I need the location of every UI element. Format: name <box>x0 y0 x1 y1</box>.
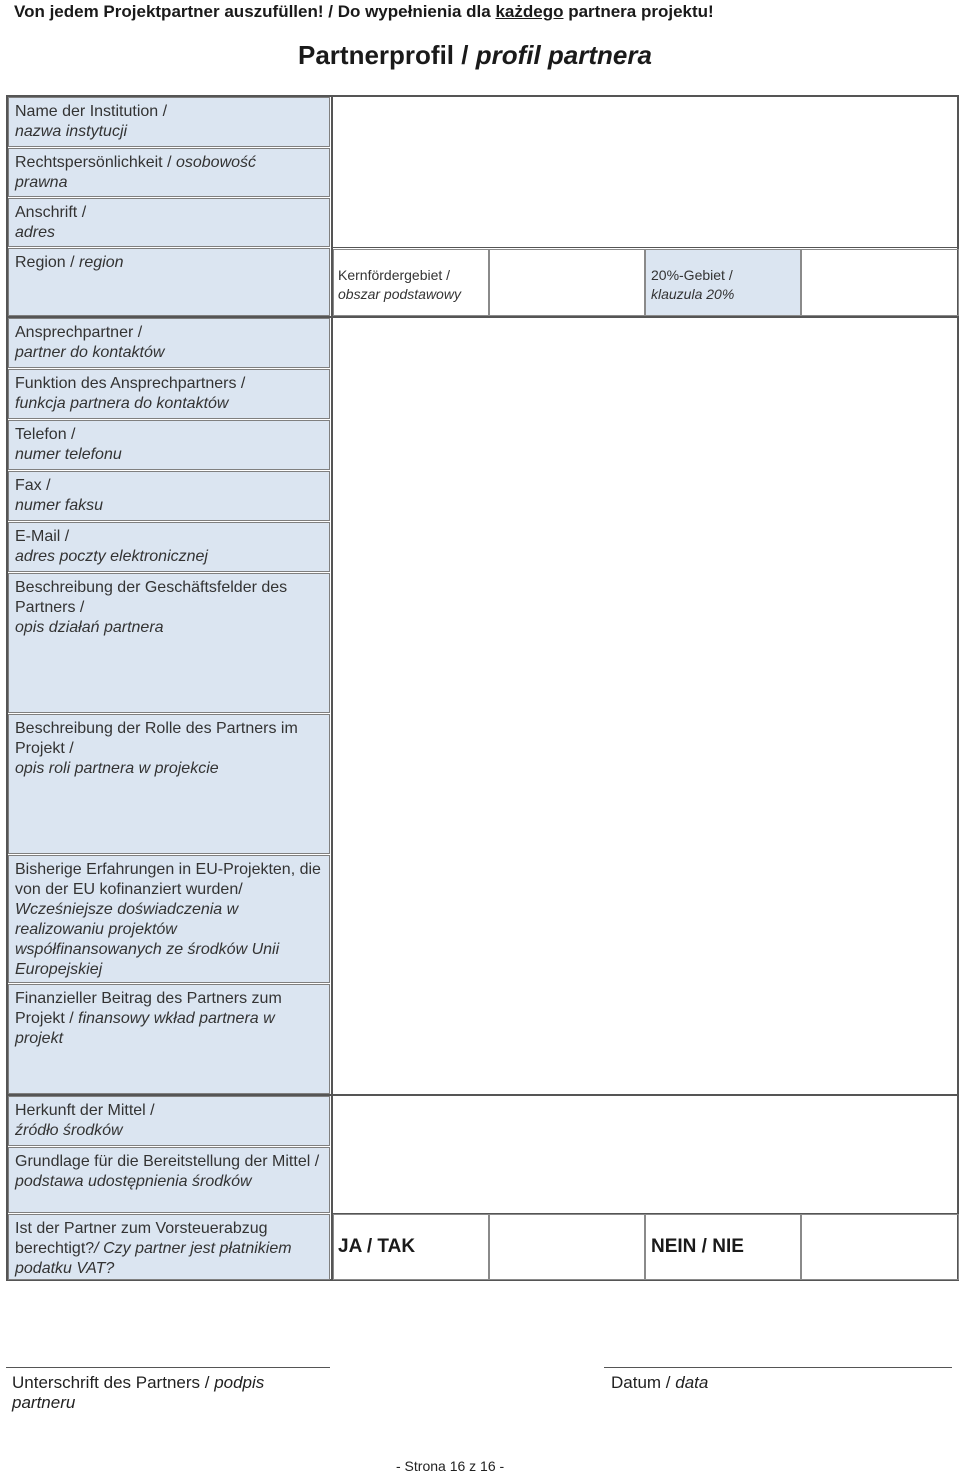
institution-name-field[interactable] <box>333 97 957 147</box>
label-contact-person: Ansprechpartner / partner do kontaktów <box>8 318 330 368</box>
label-email: E-Mail / adres poczty elektronicznej <box>8 522 330 572</box>
label-legal-form: Rechtspersönlichkeit / osobowość prawna <box>8 148 330 197</box>
region-20-checkbox[interactable] <box>801 249 959 316</box>
row-divider <box>331 247 959 248</box>
label-institution-name: Name der Institution / nazwa instytucji <box>8 97 330 147</box>
region-core-checkbox[interactable] <box>489 249 645 316</box>
region-20-label: 20%-Gebiet / klauzula 20% <box>651 267 735 302</box>
page-number: - Strona 16 z 16 - <box>396 1458 505 1474</box>
date-label: Datum / data <box>611 1373 709 1392</box>
funds-basis-field[interactable] <box>333 1147 957 1213</box>
region-core-label: Kernfördergebiet / obszar podstawowy <box>338 267 461 302</box>
phone-field[interactable] <box>333 420 957 470</box>
signature-line[interactable] <box>6 1367 330 1368</box>
vat-no-checkbox[interactable] <box>801 1214 959 1280</box>
funds-origin-field[interactable] <box>333 1096 957 1146</box>
contact-function-field[interactable] <box>333 369 957 419</box>
label-business-description: Beschreibung der Geschäftsfelder des Partners / opis działań partnera <box>8 573 330 713</box>
label-vat: Ist der Partner zum Vorsteuerabzug berechtigt?/ Czy partner jest płatnikiem podatku VAT? <box>8 1214 330 1280</box>
financial-contribution-field[interactable] <box>333 984 957 1094</box>
label-address: Anschrift / adres <box>8 198 330 247</box>
label-fax: Fax / numer faksu <box>8 471 330 521</box>
label-funds-origin: Herkunft der Mittel / źródło środków <box>8 1096 330 1146</box>
label-financial-contribution: Finanzieller Beitrag des Partners zum Projekt / finansowy wkład partnera w projekt <box>8 984 330 1094</box>
project-role-field[interactable] <box>333 714 957 854</box>
date-line[interactable] <box>604 1367 952 1368</box>
vat-yes-checkbox[interactable] <box>489 1214 645 1280</box>
business-description-field[interactable] <box>333 573 957 713</box>
label-phone: Telefon / numer telefonu <box>8 420 330 470</box>
vat-no-label: NEIN / NIE <box>651 1236 744 1257</box>
legal-form-field[interactable] <box>333 148 957 197</box>
label-contact-function: Funktion des Ansprechpartners / funkcja partnera do kontaktów <box>8 369 330 419</box>
label-funds-basis: Grundlage für die Bereitstellung der Mittel / podstawa udostępnienia środków <box>8 1147 330 1213</box>
instruction-note: Von jedem Projektpartner auszufüllen! / Do wypełnienia dla każdego partnera projektu! <box>14 2 714 21</box>
contact-person-field[interactable] <box>333 318 957 368</box>
label-region: Region / region <box>8 248 330 316</box>
email-field[interactable] <box>333 522 957 572</box>
label-project-role: Beschreibung der Rolle des Partners im Projekt / opis roli partnera w projekcie <box>8 714 330 854</box>
vat-yes-label: JA / TAK <box>338 1236 416 1257</box>
page-title: Partnerprofil / profil partnera <box>298 40 652 70</box>
signature-label: Unterschrift des Partners / podpis partneru <box>12 1373 265 1412</box>
fax-field[interactable] <box>333 471 957 521</box>
label-eu-experience: Bisherige Erfahrungen in EU-Projekten, die von der EU kofinanziert wurden/ Wcześniejsze doświadczenia w realizowaniu projektów współfinansowanych ze środków Unii Europejskiej <box>8 855 330 983</box>
eu-experience-field[interactable] <box>333 855 957 983</box>
address-field[interactable] <box>333 198 957 246</box>
